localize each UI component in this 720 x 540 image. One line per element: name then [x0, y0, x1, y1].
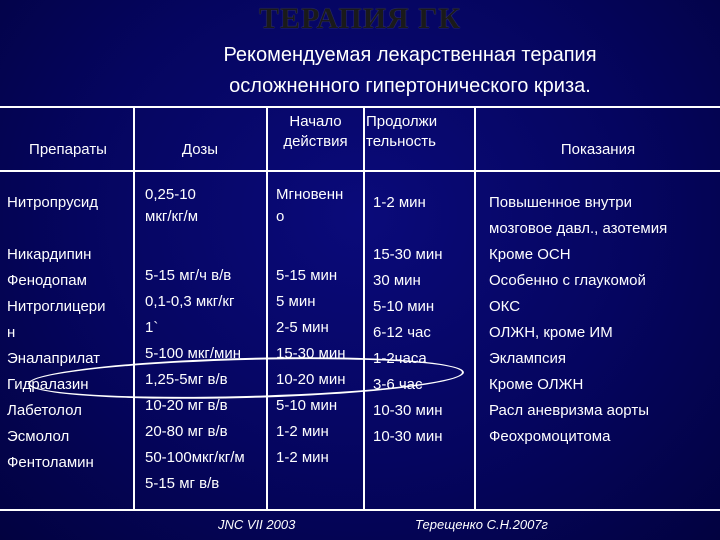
row1-indication-line-1: Повышенное внутри [489, 194, 633, 211]
header-indications: Показания [560, 141, 636, 158]
onset-item: 1-2 мин [276, 449, 329, 466]
slide-title: ТЕРАПИЯ ГК [258, 2, 462, 35]
header-onset-line-2: действия [283, 133, 348, 150]
header-duration-line-1: Продолжи [366, 113, 438, 130]
column-divider-1 [133, 108, 135, 509]
indication-item: Эклампсия [489, 350, 567, 367]
column-divider-3 [363, 108, 365, 509]
dose-item: 1` [145, 319, 159, 336]
therapy-table [0, 106, 720, 511]
header-onset [268, 112, 363, 152]
duration-item: 15-30 мин [373, 246, 443, 263]
row1-indication-line-2: мозговое давл., азотемия [489, 220, 668, 237]
indication-item: ОКС [489, 298, 521, 315]
indication-list [489, 242, 649, 450]
duration-item: 10-30 мин [373, 402, 443, 419]
header-separator [0, 170, 720, 172]
onset-item: 5 мин [276, 293, 316, 310]
subtitle-line-2: осложненного гипертонического криза. [229, 75, 591, 97]
header-duration [366, 112, 466, 152]
drug-item: Никардипин [7, 246, 92, 263]
indication-item: Расл аневризма аорты [489, 402, 649, 419]
dose-item: 0,1-0,3 мкг/кг [145, 293, 235, 310]
duration-item: 30 мин [373, 272, 421, 289]
row1-dose-line-1: 0,25-10 [145, 186, 196, 203]
slide-subtitle [150, 40, 670, 102]
duration-item: 5-10 мин [373, 298, 435, 315]
column-divider-2 [266, 108, 268, 509]
dose-item: 10-20 мг в/в [145, 397, 228, 414]
onset-item: 2-5 мин [276, 319, 329, 336]
duration-item: 3-6 час [373, 376, 423, 393]
onset-item: 10-20 мин [276, 371, 346, 388]
dose-item: 20-80 мг в/в [145, 423, 228, 440]
row1-drug: Нитропрусид [7, 194, 99, 211]
drug-list [7, 242, 106, 476]
header-duration-line-2: тельность [366, 133, 436, 150]
header-onset-line-1: Начало [289, 113, 342, 130]
indication-item: Кроме ОЛЖН [489, 376, 584, 393]
subtitle-line-1: Рекомендуемая лекарственная терапия [223, 44, 597, 66]
row1-indication [489, 190, 667, 242]
drug-item: Фентоламин [7, 454, 94, 471]
footer-source-right: Терещенко С.Н.2007г [415, 517, 548, 532]
drug-item: Гидралазин [7, 376, 89, 393]
column-divider-4 [474, 108, 476, 509]
drug-item: Эсмолол [7, 428, 70, 445]
indication-item: Особенно с глаукомой [489, 272, 646, 289]
dose-item: 5-15 мг в/в [145, 475, 220, 492]
footer-source-left: JNC VII 2003 [218, 517, 296, 532]
row1-onset [276, 184, 343, 228]
duration-item: 6-12 час [373, 324, 431, 341]
dose-item: 50-100мкг/кг/м [145, 449, 245, 466]
header-drugs: Препараты [29, 141, 107, 158]
indication-item: Феохромоцитома [489, 428, 611, 445]
duration-item: 10-30 мин [373, 428, 443, 445]
indication-item: Кроме ОСН [489, 246, 571, 263]
dose-item: 5-15 мг/ч в/в [145, 267, 232, 284]
row1-onset-line-2: о [276, 208, 285, 225]
onset-item: 5-15 мин [276, 267, 338, 284]
row1-onset-line-1: Мгновенн [276, 186, 344, 203]
drug-item: н [7, 324, 16, 341]
dose-item: 5-100 мкг/мин [145, 345, 242, 362]
row1-duration: 1-2 мин [373, 194, 426, 211]
row1-dose-line-2: мкг/кг/м [145, 208, 199, 225]
indication-item: ОЛЖН, кроме ИМ [489, 324, 613, 341]
onset-item: 15-30 мин [276, 345, 346, 362]
duration-item: 1-2часа [373, 350, 427, 367]
row1-dose [145, 184, 198, 228]
onset-item: 5-10 мин [276, 397, 338, 414]
onset-item: 1-2 мин [276, 423, 329, 440]
drug-item: Лабетолол [7, 402, 82, 419]
duration-list [373, 242, 443, 450]
drug-item: Эналаприлат [7, 350, 100, 367]
dose-item: 1,25-5мг в/в [145, 371, 228, 388]
drug-item: Нитроглицери [7, 298, 106, 315]
header-doses: Дозы [181, 141, 219, 158]
drug-item: Фенодопам [7, 272, 87, 289]
